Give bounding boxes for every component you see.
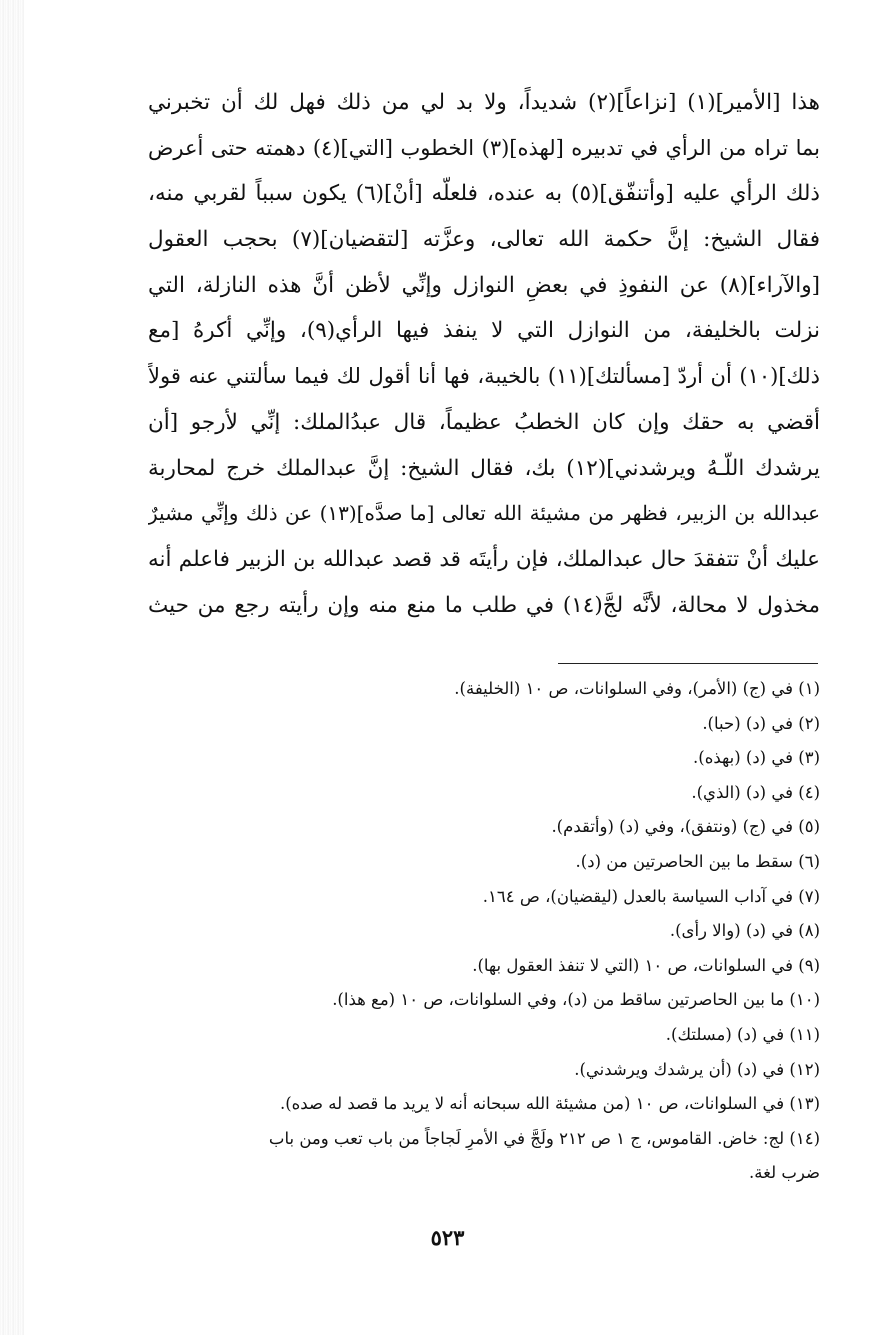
footnote: (١١) في (د) (مسلتك). — [665, 1024, 820, 1044]
footnote: (٨) في (د) (والا رأى). — [669, 921, 820, 941]
page-number: ٥٢٣ — [430, 1225, 465, 1250]
text-line: يرشدك اللّـهُ ويرشدني](١٢) بك، فقال الشيخ: إنَّ عبدالملك خرج لمحاربة — [148, 455, 820, 481]
main-text-block — [148, 80, 820, 628]
footnote: (١٠) ما بين الحاصرتين ساقط من (د)، وفي السلوانات، ص ١٠ (مع هذا). — [332, 990, 820, 1010]
text-line: [والآراء](٨) عن النفوذِ في بعضِ النوازل وإنِّي لأظن أنَّ هذه النازلة، التي — [148, 272, 820, 298]
footnote: (٩) في السلوانات، ص ١٠ (التي لا تنفذ العقول بها). — [472, 955, 820, 975]
text-line: فقال الشيخ: إنَّ حكمة الله تعالى، وعزَّته [لتقضيان](٧) بحجب العقول — [148, 227, 820, 253]
footnote: (٥) في (ج) (ونتفق)، وفي (د) (وأتقدم). — [551, 817, 820, 837]
text-line: هذا [الأمير](١) [نزاعاً](٢) شديداً، ولا بد لي من ذلك فهل لك أن تخبرني — [148, 90, 820, 115]
footnote: (٦) سقط ما بين الحاصرتين من (د). — [575, 851, 820, 871]
footnote: (٧) في آداب السياسة بالعدل (ليقضيان)، ص ١٦٤. — [482, 886, 820, 906]
text-line: نزلت بالخليفة، من النوازل التي لا ينفذ فيها الرأي(٩)، وإنِّي أكرهُ [مع — [148, 318, 820, 344]
footnote-continuation: ضرب لغة. — [749, 1163, 820, 1183]
footnote: (٢) في (د) (حبا). — [702, 713, 820, 733]
footnotes-block — [148, 672, 820, 1191]
footnote: (١٢) في (د) (أن يرشدك ويرشدني). — [574, 1059, 820, 1079]
text-line: بما تراه من الرأي في تدبيره [لهذه](٣) الخطوب [التي](٤) دهمته حتى أعرض — [148, 135, 820, 160]
text-line: عليك أنْ تتفقدَ حال عبدالملك، فإن رأيتَه قد قصد عبدالله بن الزبير فاعلم أنه — [148, 546, 820, 572]
footnote: (١٣) في السلوانات، ص ١٠ (من مشيئة الله سبحانه أنه لا يريد ما قصد له صده). — [279, 1094, 820, 1114]
footnote: (٣) في (د) (بهذه). — [693, 748, 820, 768]
footnote: (١٤) لج: خاض. القاموس، ج ١ ص ٢١٢ ولَجَّ في الأمرِ لَجاجاً من باب تعب ومن باب — [268, 1128, 820, 1148]
text-line: عبدالله بن الزبير، فظهر من مشيئة الله تعالى [ما صدَّه](١٣) عن ذلك وإنِّي مشيرٌ — [148, 501, 820, 526]
text-line: مخذول لا محالة، لأنَّه لجَّ(١٤) في طلب ما منع منه وإن رأيته رجع من حيث — [148, 592, 820, 618]
text-line: ذلك الرأي عليه [وأتنفّق](٥) به عنده، فلعلّه [أنْ](٦) يكون سبباً لقربي منه، — [148, 181, 820, 207]
text-line: ذلك](١٠) أن أردّ [مسألتك](١١) بالخيبة، فها أنا أقول لك فيما سألتني عنه قولاً — [148, 364, 820, 389]
text-line: أقضي به حقك وإن كان الخطبُ عظيماً، قال عبدُالملك: إنِّي لأرجو [أن — [148, 409, 820, 435]
scan-edge-shadow — [0, 0, 24, 1335]
footnote: (١) في (ج) (الأمر)، وفي السلوانات، ص ١٠ (الخليفة). — [454, 679, 820, 698]
footnote-separator — [558, 663, 818, 664]
footnote: (٤) في (د) (الذي). — [691, 782, 820, 802]
